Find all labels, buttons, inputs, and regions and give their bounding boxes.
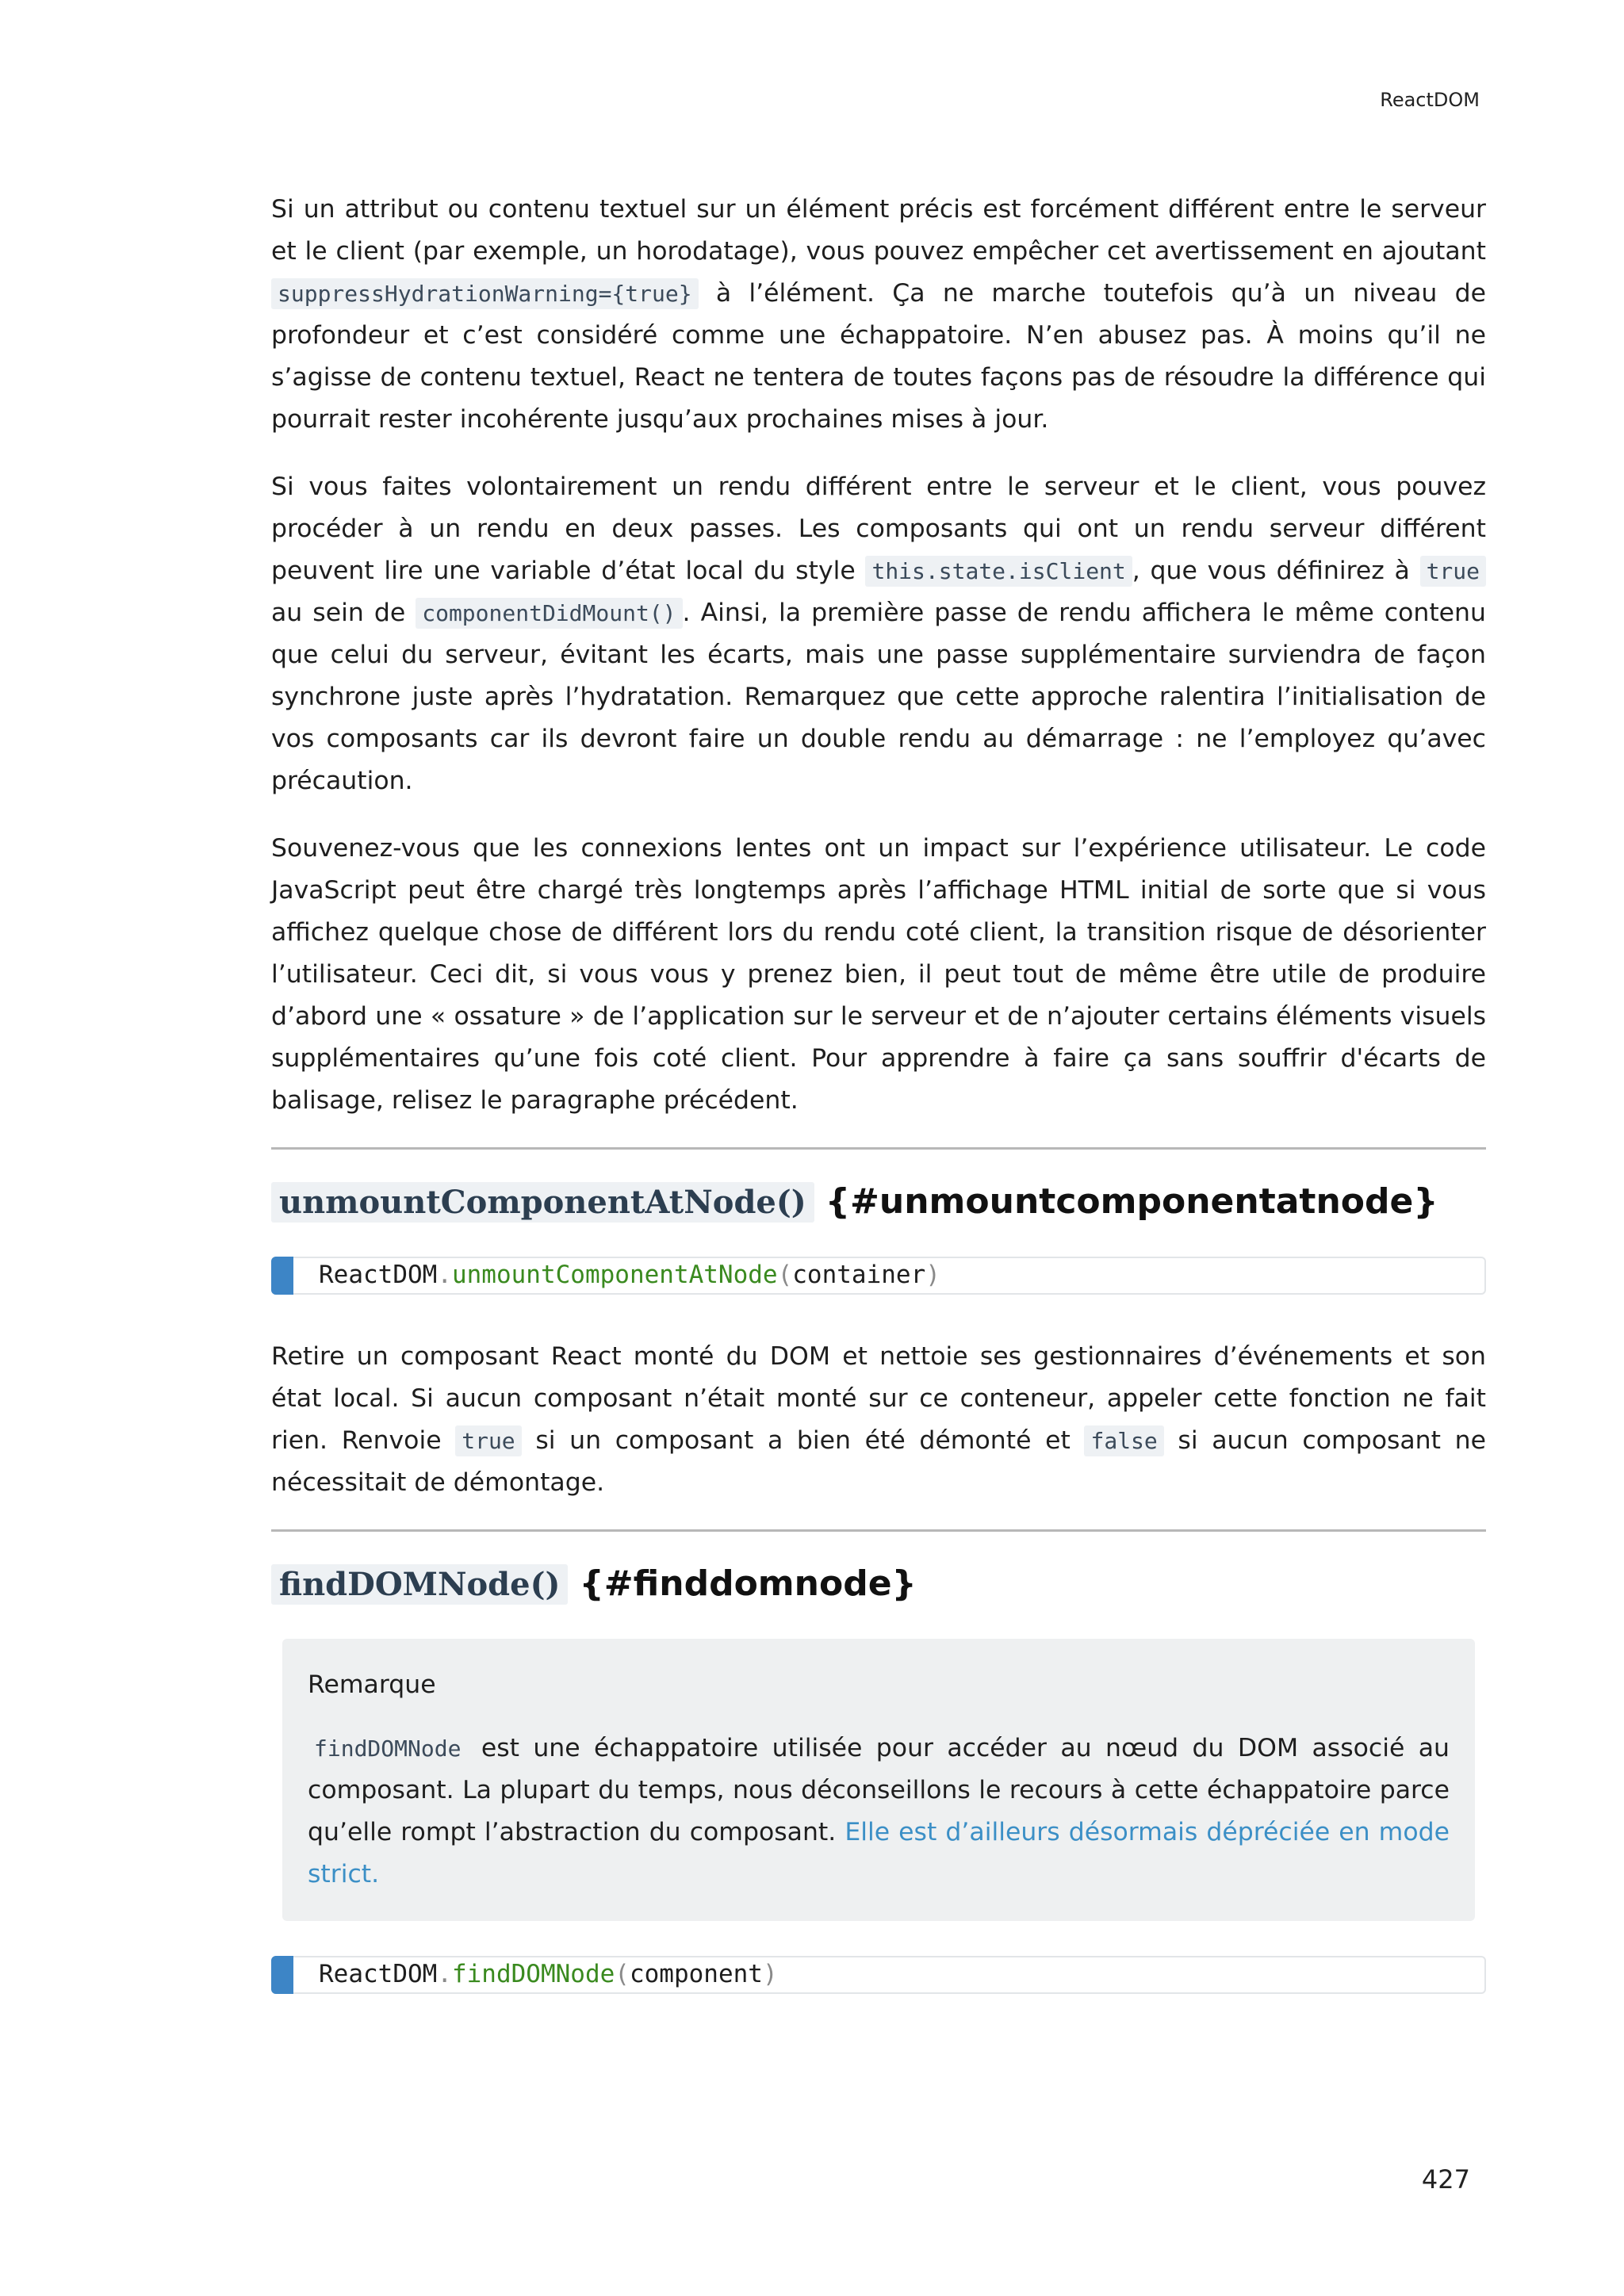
paragraph-slow-connections: Souvenez-vous que les connexions lentes ont un impact sur l’expérience utilisateur. Le code JavaScript peut être chargé très longtemps après l’affichage HTML initial de sorte que si vous affichez quelque chose de différent lors du rendu coté client, la transition risque de désorienter l’utilisateur. Ceci dit, si vous vous y prenez bien, il peut tout de même être utile de produire d’abord une « ossature » de l’application sur le serveur et de n’ajouter certains éléments visuels supplémentaires qu’une fois coté client. Pour apprendre à faire ça sans souffrir d'écarts de balisage, relisez le paragraphe précédent. bbox=[271, 834, 1486, 1115]
inline-code-true: true bbox=[1420, 556, 1486, 587]
inline-code-false: false bbox=[1084, 1425, 1163, 1456]
inline-code-is-client: this.state.isClient bbox=[865, 556, 1132, 587]
strict-mode-link[interactable]: Elle est d’ailleurs désormais dépréciée en mode strict. bbox=[308, 1818, 1450, 1888]
page-number: 427 bbox=[1421, 2164, 1470, 2195]
page-content bbox=[271, 189, 1486, 2035]
heading-anchor-unmount: {#unmountcomponentatnode} bbox=[825, 1181, 1438, 1222]
running-header: ReactDOM bbox=[1380, 89, 1480, 111]
note-title: Remarque bbox=[308, 1670, 436, 1699]
paragraph-hydration-warning: Si un attribut ou contenu textuel sur un élément précis est forcément différent entre le serveur et le client (par exemple, un horodatage), vous pouvez empêcher cet avertissement en ajoutant suppressHydrationWarning={true} à l’élément. Ça ne marche toutefois qu’à un niveau de profondeur et c’est considéré comme une échappatoire. N’en abusez pas. À moins qu’il ne s’agisse de contenu textuel, React ne tentera de toutes façons pas de résoudre la différence qui pourrait rester incohérente jusqu’aux prochaines mises à jour. bbox=[271, 195, 1486, 434]
heading-anchor-find-dom-node: {#finddomnode} bbox=[579, 1563, 917, 1604]
section-heading-find-dom-node bbox=[271, 1560, 1486, 1609]
code-function-name: unmountComponentAtNode bbox=[451, 1261, 778, 1289]
inline-code-find-dom-node: findDOMNode bbox=[314, 1735, 462, 1762]
code-block-find-dom-node: ReactDOM.findDOMNode(component) bbox=[271, 1956, 1486, 1994]
inline-code-suppress-hydration: suppressHydrationWarning={true} bbox=[271, 278, 699, 309]
code-block-unmount: ReactDOM.unmountComponentAtNode(container) bbox=[271, 1257, 1486, 1295]
inline-code-true: true bbox=[455, 1425, 521, 1456]
heading-code-unmount: unmountComponentAtNode() bbox=[271, 1182, 814, 1223]
inline-code-component-did-mount: componentDidMount() bbox=[416, 598, 682, 629]
section-heading-unmount bbox=[271, 1178, 1486, 1226]
code-block-accent-bar bbox=[271, 1956, 293, 1994]
paragraph-two-pass-render: Si vous faites volontairement un rendu différent entre le serveur et le client, vous pouvez procéder à un rendu en deux passes. Les composants qui ont un rendu serveur différent peuvent lire une variable d’état local du style this.state.isClient , que vous définirez à true au sein de componentDidMount() . Ainsi, la première passe de rendu affichera le même contenu que celui du serveur, évitant les écarts, mais une passe supplémentaire surviendra de façon synchrone juste après l’hydratation. Remarquez que cette approche ralentira l’initialisation de vos composants car ils devront faire un double rendu au démarrage : ne l’employez qu’avec précaution. bbox=[271, 473, 1486, 795]
note-body: findDOMNode est une échappatoire utilisée pour accéder au nœud du DOM associé au composant. La plupart du temps, nous déconseillons le recours à cette échappatoire parce qu’elle rompt l’abstraction du composant. Elle est d’ailleurs désormais dépréciée en mode strict. bbox=[308, 1734, 1450, 1888]
section-divider bbox=[271, 1529, 1486, 1532]
heading-code-find-dom-node: findDOMNode() bbox=[271, 1564, 568, 1605]
code-function-name: findDOMNode bbox=[451, 1960, 615, 1988]
code-block-accent-bar bbox=[271, 1257, 293, 1295]
note-callout bbox=[282, 1639, 1475, 1921]
paragraph-unmount-description: Retire un composant React monté du DOM et nettoie ses gestionnaires d’événements et son état local. Si aucun composant n’était monté sur ce conteneur, appeler cette fonction ne fait rien. Renvoie true si un composant a bien été démonté et false si aucun composant ne nécessitait de démontage. bbox=[271, 1342, 1486, 1497]
section-divider bbox=[271, 1147, 1486, 1150]
